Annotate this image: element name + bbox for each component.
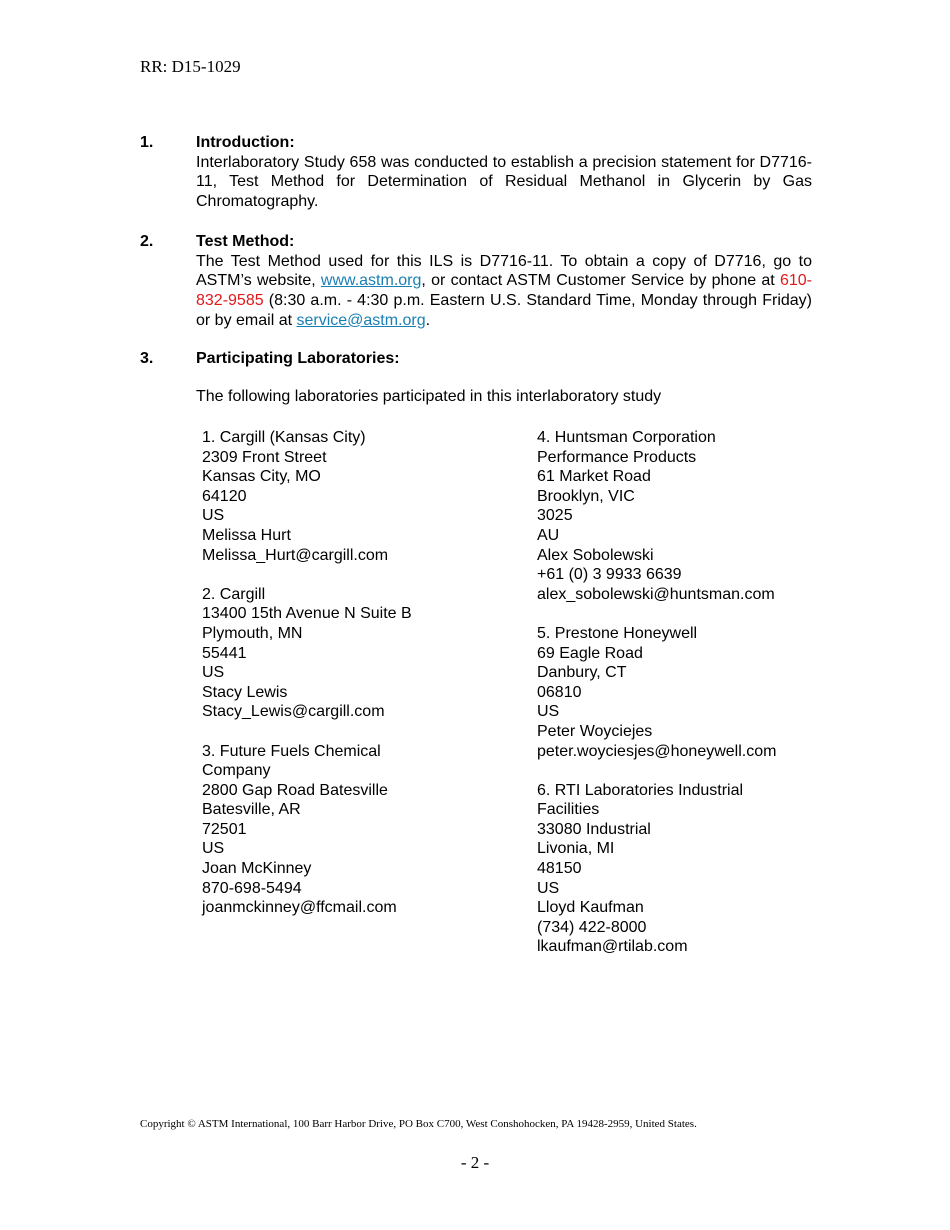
section-number: 2. [140,233,154,250]
lab-line: Brooklyn, VIC [537,487,635,505]
labs-left-column [202,428,502,937]
lab-line: 2800 Gap Road Batesville [202,781,388,799]
lab-line: 2309 Front Street [202,448,327,466]
labs-right-column [537,428,837,977]
lab-line: Facilities [537,801,600,819]
section-title: Test Method: [196,233,295,250]
lab-line: Stacy Lewis [202,683,288,701]
page-number: - 2 - [460,1153,490,1172]
lab-entry [202,428,502,565]
lab-line: US [202,664,225,682]
lab-line: Plymouth, MN [202,624,303,642]
lab-line: Company [202,762,271,780]
section-text [196,252,812,331]
lab-line: 48150 [537,860,582,878]
section-text: Interlaboratory Study 658 was conducted to establish a precision statement for D7716-11, Test Method for Determination of Residual Methanol in Glycerin by Gas Chromatography. [196,153,812,211]
lab-line: US [537,879,560,897]
lab-line: peter.woyciesjes@honeywell.com [537,742,777,760]
lab-line: alex_sobolewski@huntsman.com [537,585,775,603]
section-title: Participating Laboratories: [196,350,400,367]
text-segment: The Test Method used for this ILS is D7716-11. To obtain a copy of D7716, go to ASTM’s website, [196,252,812,290]
lab-line: 33080 Industrial [537,820,651,838]
section-number: 1. [140,134,154,151]
lab-line: Danbury, CT [537,664,627,682]
lab-line: AU [537,526,560,544]
lab-line: 64120 [202,487,247,505]
lab-line: 5. Prestone Honeywell [537,624,698,642]
lab-entry [202,742,502,918]
service-email-link[interactable]: service@astm.org [296,311,426,329]
lab-line: 72501 [202,820,247,838]
copyright-footer: Copyright © ASTM International, 100 Barr Harbor Drive, PO Box C700, West Conshohocken, PA 19428-2959, United States. [140,1118,697,1130]
lab-line: Batesville, AR [202,801,301,819]
section-test-method [140,232,812,331]
lab-line: joanmckinney@ffcmail.com [202,899,397,917]
lab-line: 13400 15th Avenue N Suite B [202,605,412,623]
lab-line: Alex Sobolewski [537,546,654,564]
lab-line: Melissa Hurt [202,526,291,544]
lab-line: US [202,840,225,858]
lab-line: US [537,703,560,721]
lab-line: Peter Woyciejes [537,722,653,740]
lab-line: +61 (0) 3 9933 6639 [537,566,682,584]
section-introduction [140,133,812,212]
lab-entry [537,624,837,761]
lab-line: 69 Eagle Road [537,644,643,662]
lab-line: Kansas City, MO [202,468,321,486]
text-segment: , or contact ASTM Customer Service by phone at [421,272,780,290]
lab-entry [537,428,837,604]
text-segment: (8:30 a.m. - 4:30 p.m. Eastern U.S. Standard Time, Monday through Friday) or by email at [196,292,812,329]
lab-line: (734) 422-8000 [537,918,647,936]
lab-line: US [202,507,225,525]
section-title: Introduction: [196,134,295,151]
lab-line: Performance Products [537,448,697,466]
lab-line: lkaufman@rtilab.com [537,938,688,956]
text-segment: . [425,311,431,329]
lab-line: 1. Cargill (Kansas City) [202,429,366,446]
report-id-header: RR: D15-1029 [140,57,241,76]
section-number: 3. [140,350,154,367]
lab-line: 3. Future Fuels Chemical [202,742,381,760]
lab-line: 4. Huntsman Corporation [537,429,716,446]
lab-line: 61 Market Road [537,468,651,486]
lab-line: 2. Cargill [202,585,266,603]
customer-service-phone: 610-832-9585 [196,272,812,310]
lab-line: 870-698-5494 [202,879,302,897]
lab-line: 3025 [537,507,573,525]
labs-intro-text: The following laboratories participated in this interlaboratory study [196,388,662,405]
lab-line: Stacy_Lewis@cargill.com [202,703,385,721]
lab-line: Joan McKinney [202,860,312,878]
lab-line: Lloyd Kaufman [537,899,644,917]
lab-entry [537,781,837,957]
lab-line: 06810 [537,683,582,701]
section-participating-labs [140,349,812,369]
astm-website-link[interactable]: www.astm.org [320,272,422,290]
lab-line: Melissa_Hurt@cargill.com [202,546,389,564]
lab-entry [202,585,502,722]
lab-line: 6. RTI Laboratories Industrial [537,781,744,799]
lab-line: 55441 [202,644,247,662]
lab-line: Livonia, MI [537,840,615,858]
